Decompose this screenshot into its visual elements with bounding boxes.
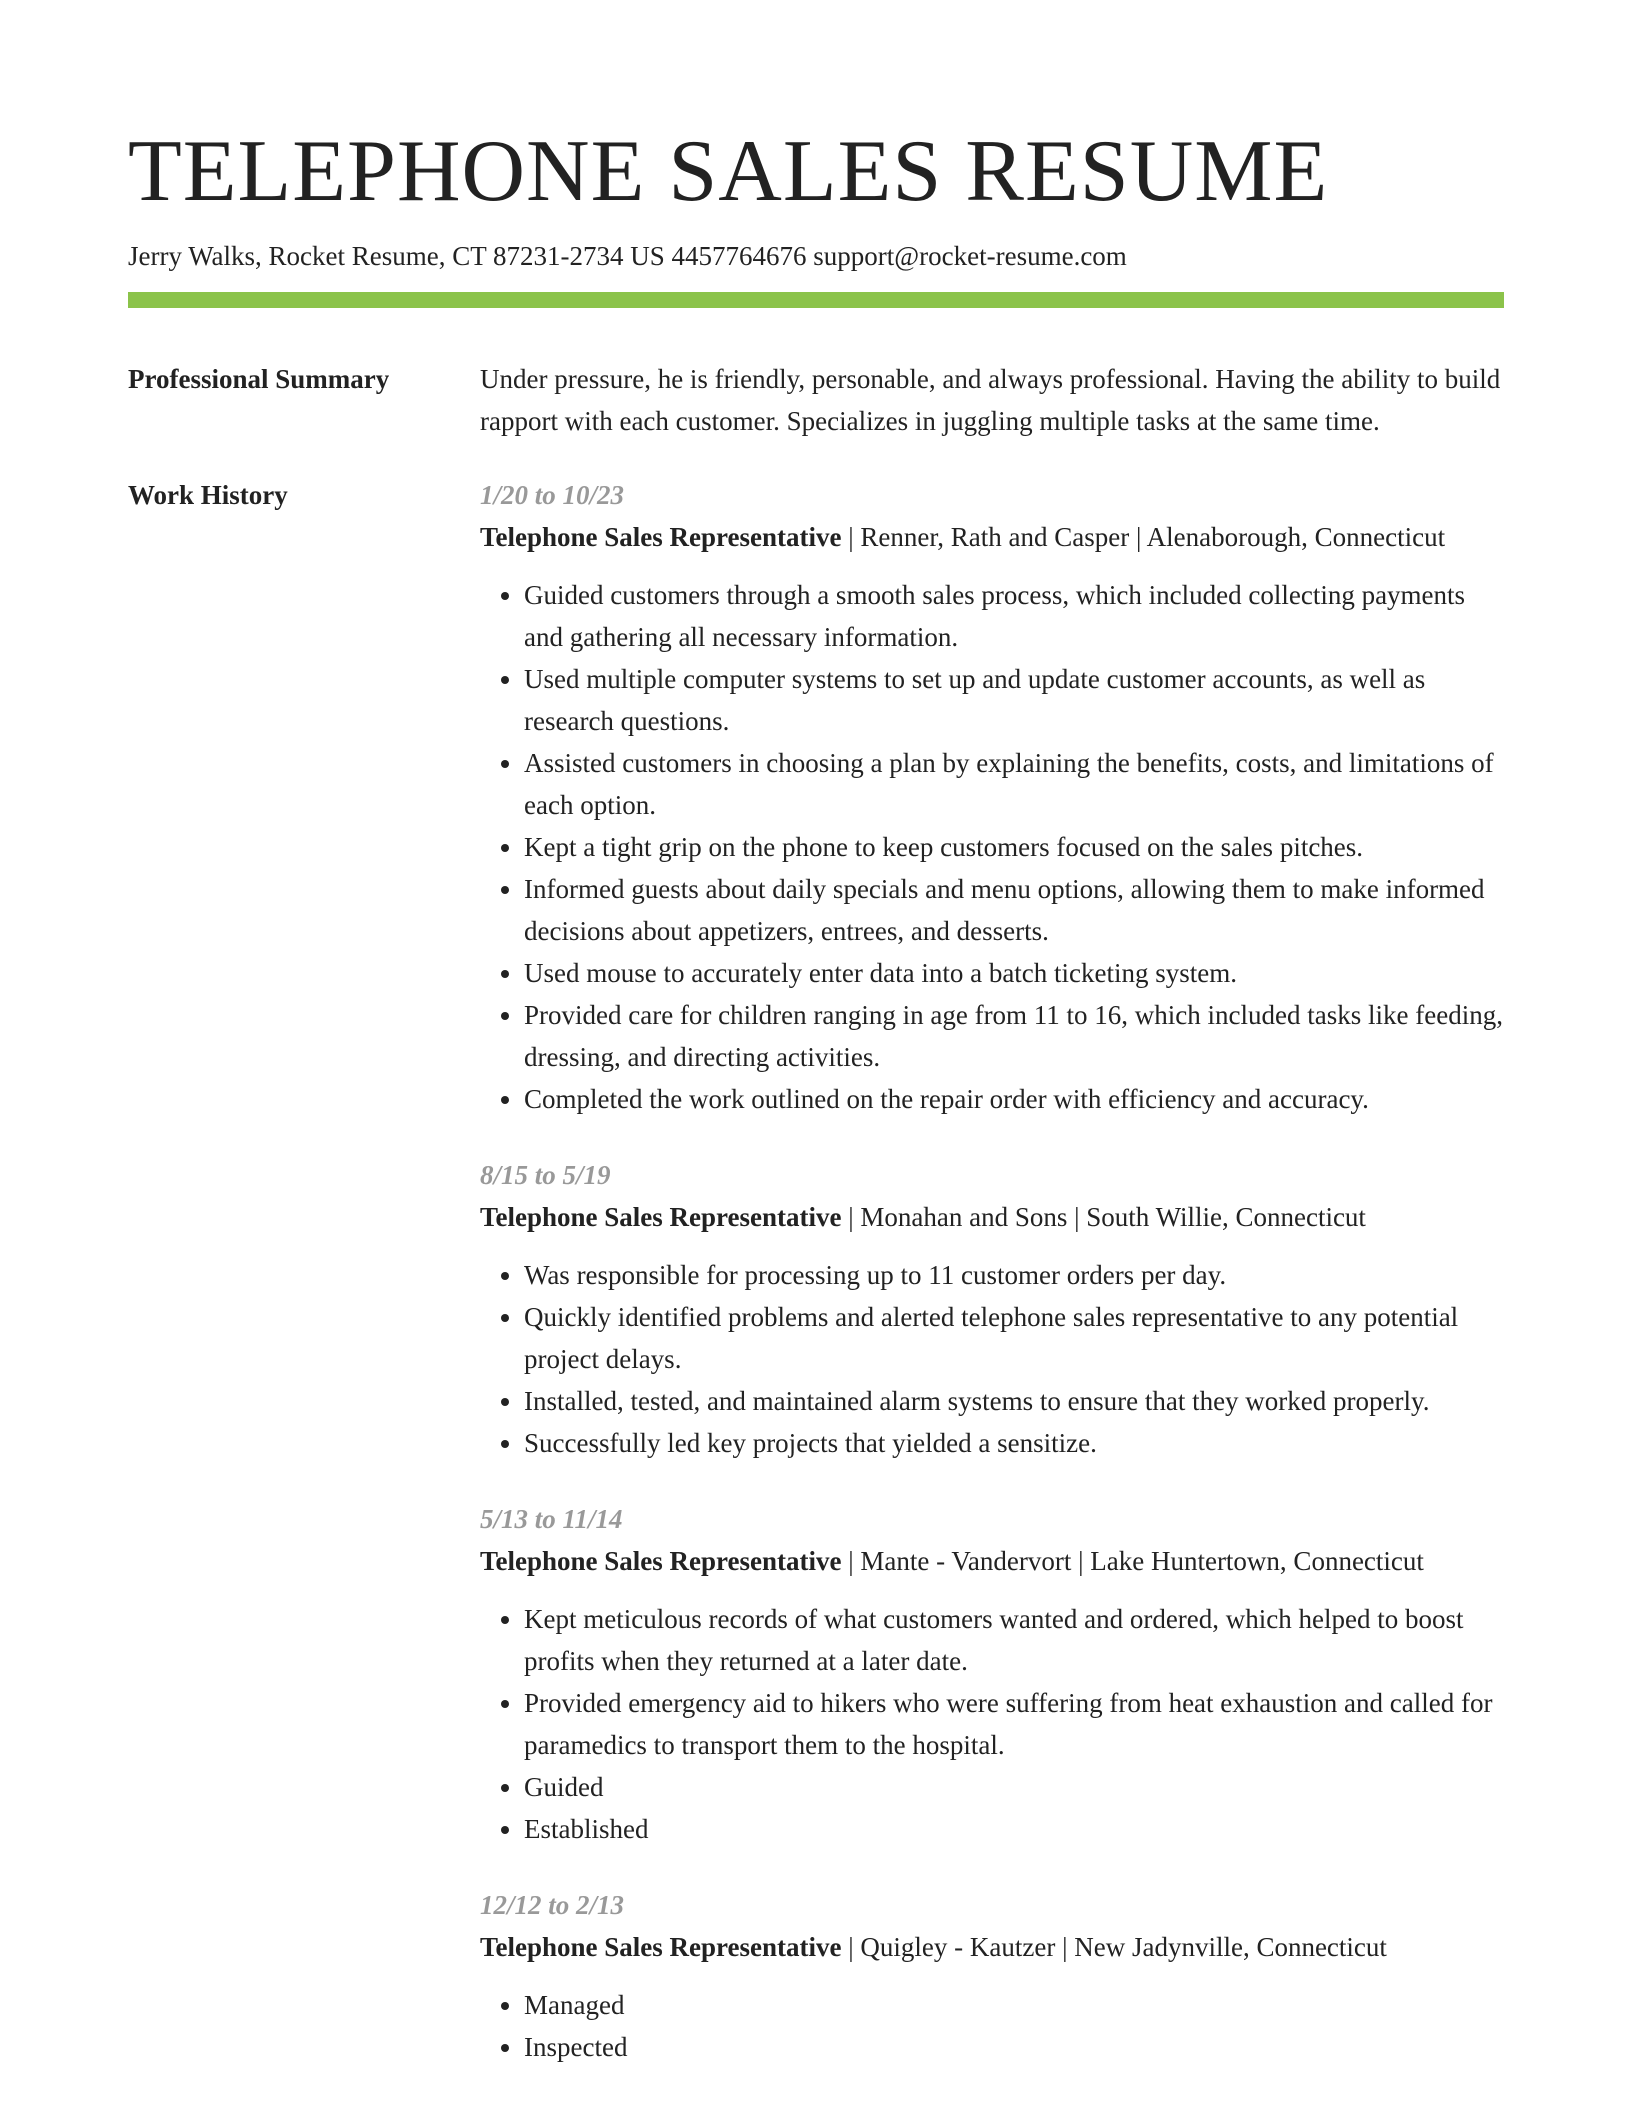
job-entry xyxy=(480,1884,1504,2068)
job-bullet: • Inspected xyxy=(524,2026,1504,2068)
job-bullet: • Guided customers through a smooth sales process, which included collecting payments and gathering all necessary information. xyxy=(524,574,1504,658)
job-bullet: • Established xyxy=(524,1808,1504,1850)
job-bullet: • Kept meticulous records of what customers wanted and ordered, which helped to boost profits when they returned at a later date. xyxy=(524,1598,1504,1682)
job-details: | Mante - Vandervort | Lake Huntertown, Connecticut xyxy=(841,1546,1424,1576)
job-title-line xyxy=(480,1540,1504,1582)
job-bullet-list xyxy=(480,1984,1504,2068)
job-bullet: • Assisted customers in choosing a plan by explaining the benefits, costs, and limitations of each option. xyxy=(524,742,1504,826)
job-bullet: • Managed xyxy=(524,1984,1504,2026)
work-history-list xyxy=(480,474,1504,2102)
job-bullet: • Completed the work outlined on the repair order with efficiency and accuracy. xyxy=(524,1078,1504,1120)
accent-divider xyxy=(128,292,1504,308)
job-dates: 5/13 to 11/14 xyxy=(480,1504,623,1534)
contact-line: Jerry Walks, Rocket Resume, CT 87231-2734 US 4457764676 support@rocket-resume.com xyxy=(128,241,1127,271)
job-dates: 1/20 to 10/23 xyxy=(480,480,625,510)
job-bullet: • Provided emergency aid to hikers who were suffering from heat exhaustion and called for paramedics to transport them to the hospital. xyxy=(524,1682,1504,1766)
resume-page xyxy=(128,0,1504,2102)
job-bullet-list xyxy=(480,1254,1504,1464)
work-history-heading: Work History xyxy=(128,480,288,510)
job-details: | Quigley - Kautzer | New Jadynville, Connecticut xyxy=(841,1932,1387,1962)
job-bullet: • Informed guests about daily specials and menu options, allowing them to make informed decisions about appetizers, entrees, and desserts. xyxy=(524,868,1504,952)
job-details: | Renner, Rath and Casper | Alenaborough, Connecticut xyxy=(841,522,1446,552)
job-bullet: • Used mouse to accurately enter data into a batch ticketing system. xyxy=(524,952,1504,994)
job-title-line xyxy=(480,1196,1504,1238)
job-bullet: • Used multiple computer systems to set up and update customer accounts, as well as research questions. xyxy=(524,658,1504,742)
job-bullet: • Provided care for children ranging in age from 11 to 16, which included tasks like feeding, dressing, and directing activities. xyxy=(524,994,1504,1078)
job-role: Telephone Sales Representative xyxy=(480,1932,842,1962)
job-role: Telephone Sales Representative xyxy=(480,1546,842,1576)
summary-heading: Professional Summary xyxy=(128,364,390,394)
resume-title: TELEPHONE SALES RESUME xyxy=(128,123,1329,220)
job-bullet: • Quickly identified problems and alerted telephone sales representative to any potential project delays. xyxy=(524,1296,1504,1380)
job-details: | Monahan and Sons | South Willie, Connecticut xyxy=(841,1202,1366,1232)
job-bullet-list xyxy=(480,1598,1504,1850)
job-entry xyxy=(480,474,1504,1120)
job-entry xyxy=(480,1498,1504,1850)
job-bullet: • Guided xyxy=(524,1766,1504,1808)
summary-section xyxy=(128,358,1504,442)
job-entry xyxy=(480,1154,1504,1464)
job-bullet: • Kept a tight grip on the phone to keep customers focused on the sales pitches. xyxy=(524,826,1504,868)
job-bullet: • Was responsible for processing up to 11 customer orders per day. xyxy=(524,1254,1504,1296)
job-dates: 8/15 to 5/19 xyxy=(480,1160,611,1190)
job-title-line xyxy=(480,1926,1504,1968)
job-bullet: • Successfully led key projects that yielded a sensitize. xyxy=(524,1422,1504,1464)
work-history-section xyxy=(128,474,1504,2102)
summary-text: Under pressure, he is friendly, personable, and always professional. Having the ability to build rapport with each customer. Specializes in juggling multiple tasks at the same time. xyxy=(480,364,1501,436)
job-bullet-list xyxy=(480,574,1504,1120)
job-dates: 12/12 to 2/13 xyxy=(480,1890,625,1920)
job-bullet: • Installed, tested, and maintained alarm systems to ensure that they worked properly. xyxy=(524,1380,1504,1422)
job-role: Telephone Sales Representative xyxy=(480,1202,842,1232)
job-role: Telephone Sales Representative xyxy=(480,522,842,552)
job-title-line xyxy=(480,516,1504,558)
